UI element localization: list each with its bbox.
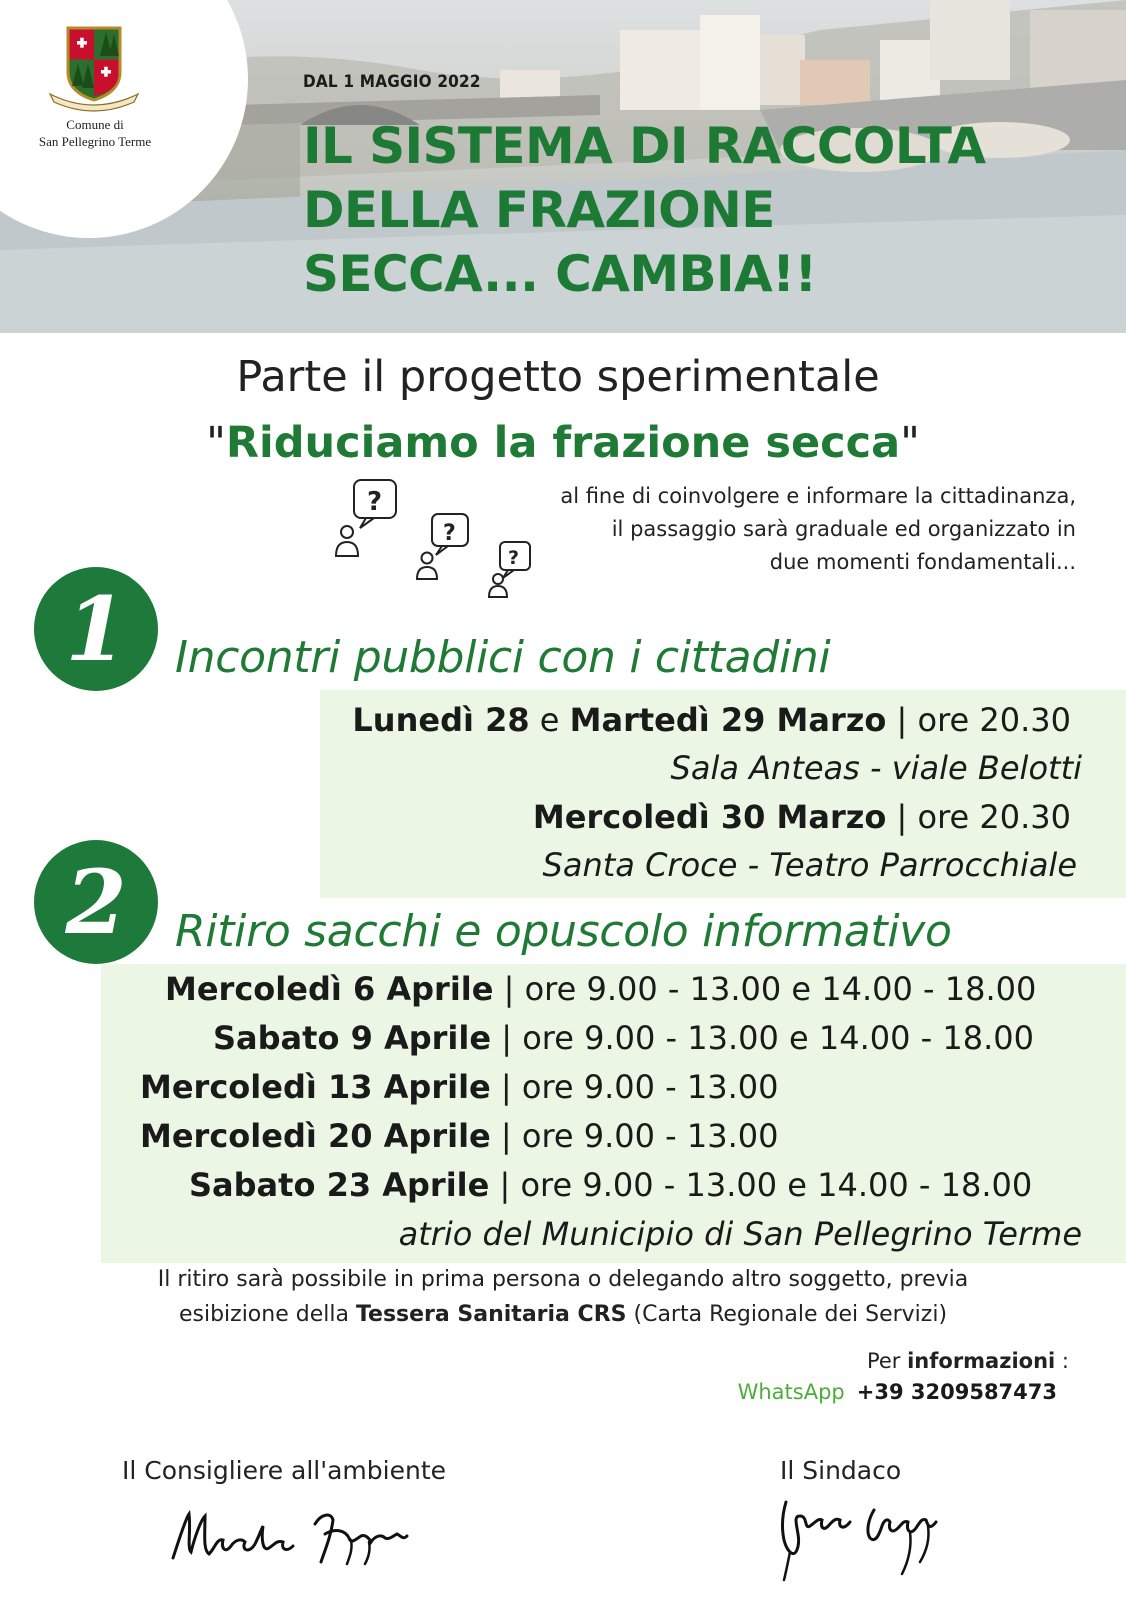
meeting-time-2: ore 20.30 xyxy=(917,798,1071,836)
pickup-sep-4: | xyxy=(490,1117,522,1155)
info-label xyxy=(867,1349,1069,1373)
pickup-day-5: Sabato 23 Aprile xyxy=(189,1166,490,1204)
page-title xyxy=(303,114,986,306)
note-line-2 xyxy=(0,1297,1126,1332)
intro-text xyxy=(560,480,1076,579)
pickup-day-2: Sabato 9 Aprile xyxy=(213,1019,492,1057)
start-date: DAL 1 MAGGIO 2022 xyxy=(303,72,481,92)
pickup-time-4: ore 9.00 - 13.00 xyxy=(521,1117,779,1155)
title-line-1: IL SISTEMA DI RACCOLTA xyxy=(303,117,986,175)
meeting-conj: e xyxy=(529,701,570,739)
comune-name xyxy=(0,116,190,150)
title-line-2: DELLA FRAZIONE xyxy=(303,181,775,239)
pickup-sep-1: | xyxy=(493,970,525,1008)
svg-text:?: ? xyxy=(443,521,456,546)
pickup-day-3: Mercoledì 13 Aprile xyxy=(140,1068,491,1106)
meeting-day-3: Mercoledì 30 Marzo xyxy=(532,798,887,836)
pickup-day-1: Mercoledì 6 Aprile xyxy=(165,970,494,1008)
pickup-time-1: ore 9.00 - 13.00 e 14.00 - 18.00 xyxy=(524,970,1037,1008)
project-name xyxy=(0,418,1126,468)
pickup-sep-2: | xyxy=(491,1019,523,1057)
meeting-day-1: Lunedì 28 xyxy=(352,701,530,739)
meeting-time-1: ore 20.30 xyxy=(917,701,1071,739)
pickup-day-4: Mercoledì 20 Aprile xyxy=(140,1117,491,1155)
intro-line-2: il passaggio sarà graduale ed organizzato in xyxy=(611,517,1076,541)
pickup-row-1 xyxy=(165,970,1036,1008)
comune-city: San Pellegrino Terme xyxy=(38,134,152,149)
pickup-row-3 xyxy=(140,1068,779,1106)
meeting-sep-2: | xyxy=(886,798,918,836)
svg-text:?: ? xyxy=(508,547,520,569)
mayor-signature xyxy=(770,1492,950,1584)
contact-line xyxy=(738,1380,1057,1404)
project-intro-heading: Parte il progetto sperimentale xyxy=(236,352,880,402)
phone-number[interactable]: +39 3209587473 xyxy=(856,1380,1057,1404)
comune-label: Comune di xyxy=(66,117,124,132)
pickup-place: atrio del Municipio di San Pellegrino Terme xyxy=(398,1215,1082,1253)
project-name-text: Riduciamo la frazione secca xyxy=(225,418,901,468)
intro-line-1: al fine di coinvolgere e informare la cittadinanza, xyxy=(560,484,1076,508)
info-prefix: Per xyxy=(866,1349,908,1373)
quote-open: " xyxy=(206,418,226,468)
pickup-row-4 xyxy=(140,1117,779,1155)
info-suffix: : xyxy=(1055,1349,1069,1373)
pickup-note xyxy=(0,1262,1126,1332)
pickup-time-2: ore 9.00 - 13.00 e 14.00 - 18.00 xyxy=(522,1019,1034,1057)
step-1-badge: 1 xyxy=(34,567,158,691)
meeting-row-2 xyxy=(533,798,1071,836)
councillor-signature xyxy=(165,1500,425,1570)
meeting-place-2: Santa Croce - Teatro Parrocchiale xyxy=(542,846,1077,884)
info-bold: informazioni xyxy=(907,1349,1056,1373)
quote-close: " xyxy=(900,418,920,468)
whatsapp-label: WhatsApp xyxy=(737,1380,845,1404)
note-post: (Carta Regionale dei Servizi) xyxy=(626,1302,948,1327)
note-pre: esibizione della xyxy=(178,1302,356,1327)
section1-title: Incontri pubblici con i cittadini xyxy=(175,632,831,683)
title-line-3: SECCA... CAMBIA!! xyxy=(303,245,817,303)
note-card: Tessera Sanitaria CRS xyxy=(355,1302,627,1327)
councillor-label: Il Consigliere all'ambiente xyxy=(122,1456,447,1485)
municipal-crest-icon xyxy=(44,22,144,114)
meeting-sep-1: | xyxy=(886,701,918,739)
pickup-time-5: ore 9.00 - 13.00 e 14.00 - 18.00 xyxy=(520,1166,1033,1204)
note-line-1: Il ritiro sarà possibile in prima persona o delegando altro soggetto, previa xyxy=(157,1267,969,1292)
pickup-row-5 xyxy=(189,1166,1032,1204)
header-banner xyxy=(0,0,1126,333)
people-questions-icon xyxy=(330,478,550,608)
meeting-place-1: Sala Anteas - viale Belotti xyxy=(670,749,1082,787)
meeting-day-2: Martedì 29 Marzo xyxy=(569,701,887,739)
pickup-time-3: ore 9.00 - 13.00 xyxy=(521,1068,779,1106)
step-2-badge: 2 xyxy=(34,840,158,964)
meeting-row-1 xyxy=(352,701,1071,739)
section2-title: Ritiro sacchi e opuscolo informativo xyxy=(175,906,952,957)
intro-line-3: due momenti fondamentali... xyxy=(769,550,1076,574)
pickup-sep-5: | xyxy=(489,1166,521,1204)
pickup-sep-3: | xyxy=(490,1068,522,1106)
mayor-label: Il Sindaco xyxy=(780,1456,902,1485)
pickup-row-2 xyxy=(213,1019,1034,1057)
svg-text:?: ? xyxy=(367,487,383,517)
